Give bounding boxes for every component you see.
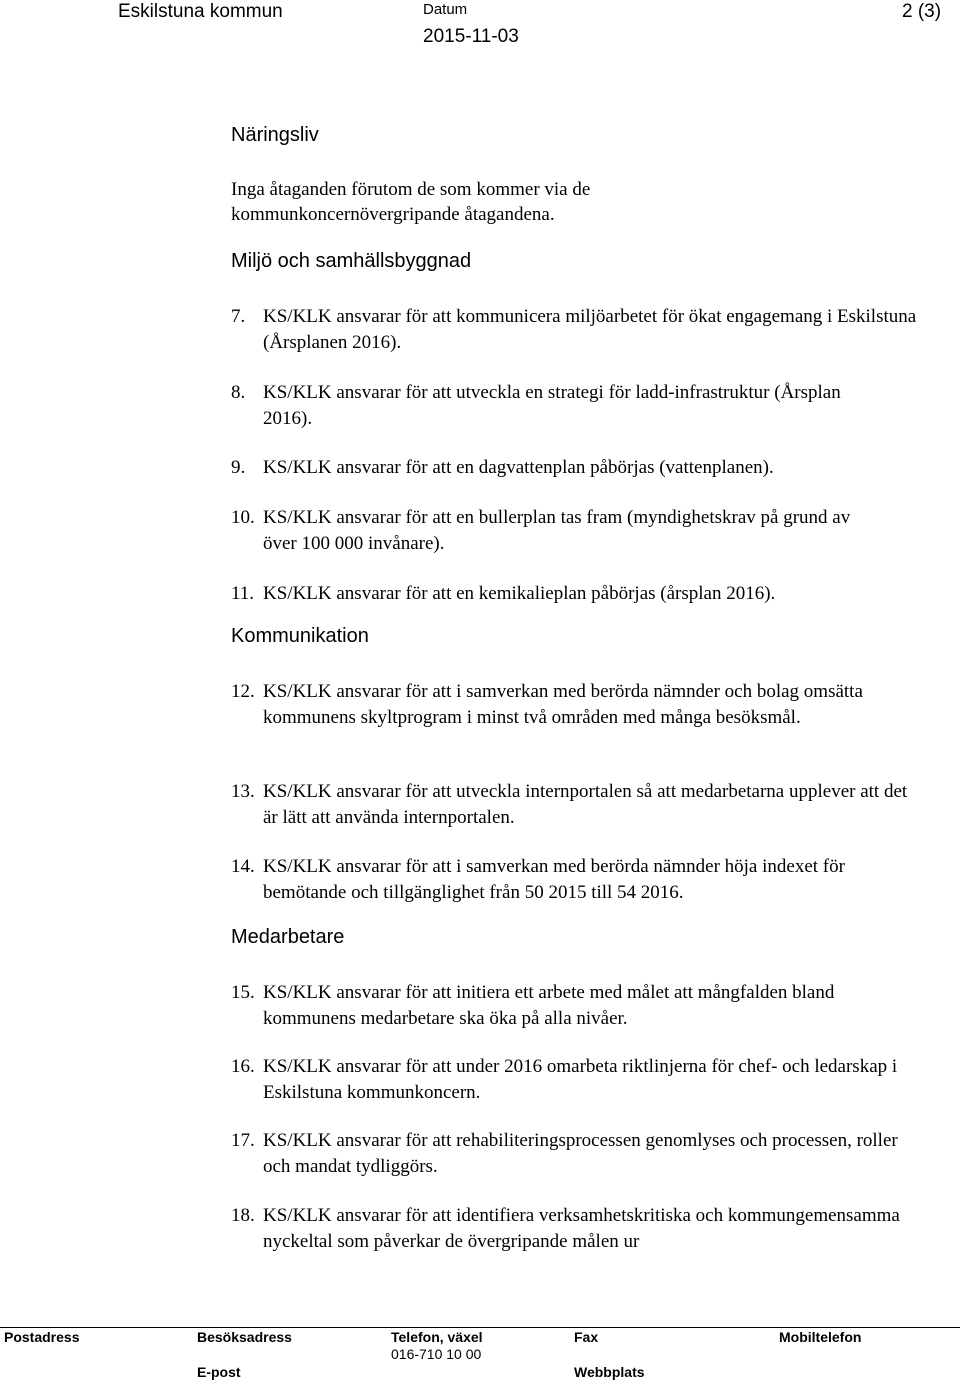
item-number: 10. [231, 507, 255, 528]
list-item: KS/KLK ansvarar för att identifiera verksamhetskritiska och kommungemensamma nyckeltal som påverkar de övergripande målen ur [263, 1205, 900, 1252]
list-item: KS/KLK ansvarar för att kommunicera miljöarbetet för ökat engagemang i Eskilstuna (Årsplanen 2016). [263, 306, 917, 353]
item-number: 16. [231, 1056, 255, 1077]
naringsliv-text-line2: kommunkoncernövergripande åtagandena. [231, 204, 555, 225]
item-number: 18. [231, 1205, 255, 1226]
list-item: KS/KLK ansvarar för att en bullerplan tas fram (myndighetskrav på grund av över 100 000 invånare). [263, 507, 851, 554]
list-item: KS/KLK ansvarar för att utveckla en strategi för ladd-infrastruktur (Årsplan 2016). [263, 382, 841, 429]
list-item: KS/KLK ansvarar för att rehabiliteringsprocessen genomlyses och processen, roller och mandat tydliggörs. [263, 1130, 898, 1177]
list-item: KS/KLK ansvarar för att en dagvattenplan påbörjas (vattenplanen). [263, 457, 774, 478]
list-item: KS/KLK ansvarar för att i samverkan med berörda nämnder höja indexet för bemötande och tillgänglighet från 50 2015 till 54 2016. [263, 856, 845, 903]
item-number: 7. [231, 306, 246, 327]
document-date: 2015-11-03 [423, 26, 519, 47]
item-number: 17. [231, 1130, 255, 1151]
footer-telefon-value: 016-710 10 00 [391, 1346, 482, 1362]
item-number: 15. [231, 982, 255, 1003]
item-number: 13. [231, 781, 255, 802]
footer-telefon-label: Telefon, växel [391, 1329, 483, 1345]
organization-name: Eskilstuna kommun [118, 1, 283, 22]
heading-miljo: Miljö och samhällsbyggnad [231, 250, 472, 272]
item-number: 12. [231, 681, 255, 702]
item-number: 11. [231, 583, 255, 604]
page-number: 2 (3) [902, 1, 942, 22]
naringsliv-text-line1: Inga åtaganden förutom de som kommer via de [231, 179, 591, 200]
footer-mobil-label: Mobiltelefon [779, 1329, 862, 1345]
item-number: 9. [231, 457, 246, 478]
heading-naringsliv: Näringsliv [231, 124, 319, 146]
footer-postadress-label: Postadress [4, 1329, 80, 1345]
footer-fax-label: Fax [574, 1329, 599, 1345]
list-item: KS/KLK ansvarar för att i samverkan med berörda nämnder och bolag omsätta kommunens skyltprogram i minst två områden med många besöksmål. [263, 681, 863, 728]
list-item: KS/KLK ansvarar för att en kemikalieplan påbörjas (årsplan 2016). [263, 583, 776, 604]
item-number: 14. [231, 856, 255, 877]
footer-epost-label: E-post [197, 1364, 241, 1380]
list-item: KS/KLK ansvarar för att initiera ett arbete med målet att mångfalden bland kommunens medarbetare ska öka på alla nivåer. [263, 982, 835, 1029]
footer-webbplats-label: Webbplats [574, 1364, 645, 1380]
date-label: Datum [423, 1, 468, 18]
heading-medarbetare: Medarbetare [231, 926, 345, 948]
footer-besoksadress-label: Besöksadress [197, 1329, 292, 1345]
list-item: KS/KLK ansvarar för att under 2016 omarbeta riktlinjerna för chef- och ledarskap i Eskilstuna kommunkoncern. [263, 1056, 898, 1103]
heading-kommunikation: Kommunikation [231, 625, 369, 647]
list-item: KS/KLK ansvarar för att utveckla internportalen så att medarbetarna upplever att det är lätt att använda internportalen. [263, 781, 908, 828]
item-number: 8. [231, 382, 246, 403]
